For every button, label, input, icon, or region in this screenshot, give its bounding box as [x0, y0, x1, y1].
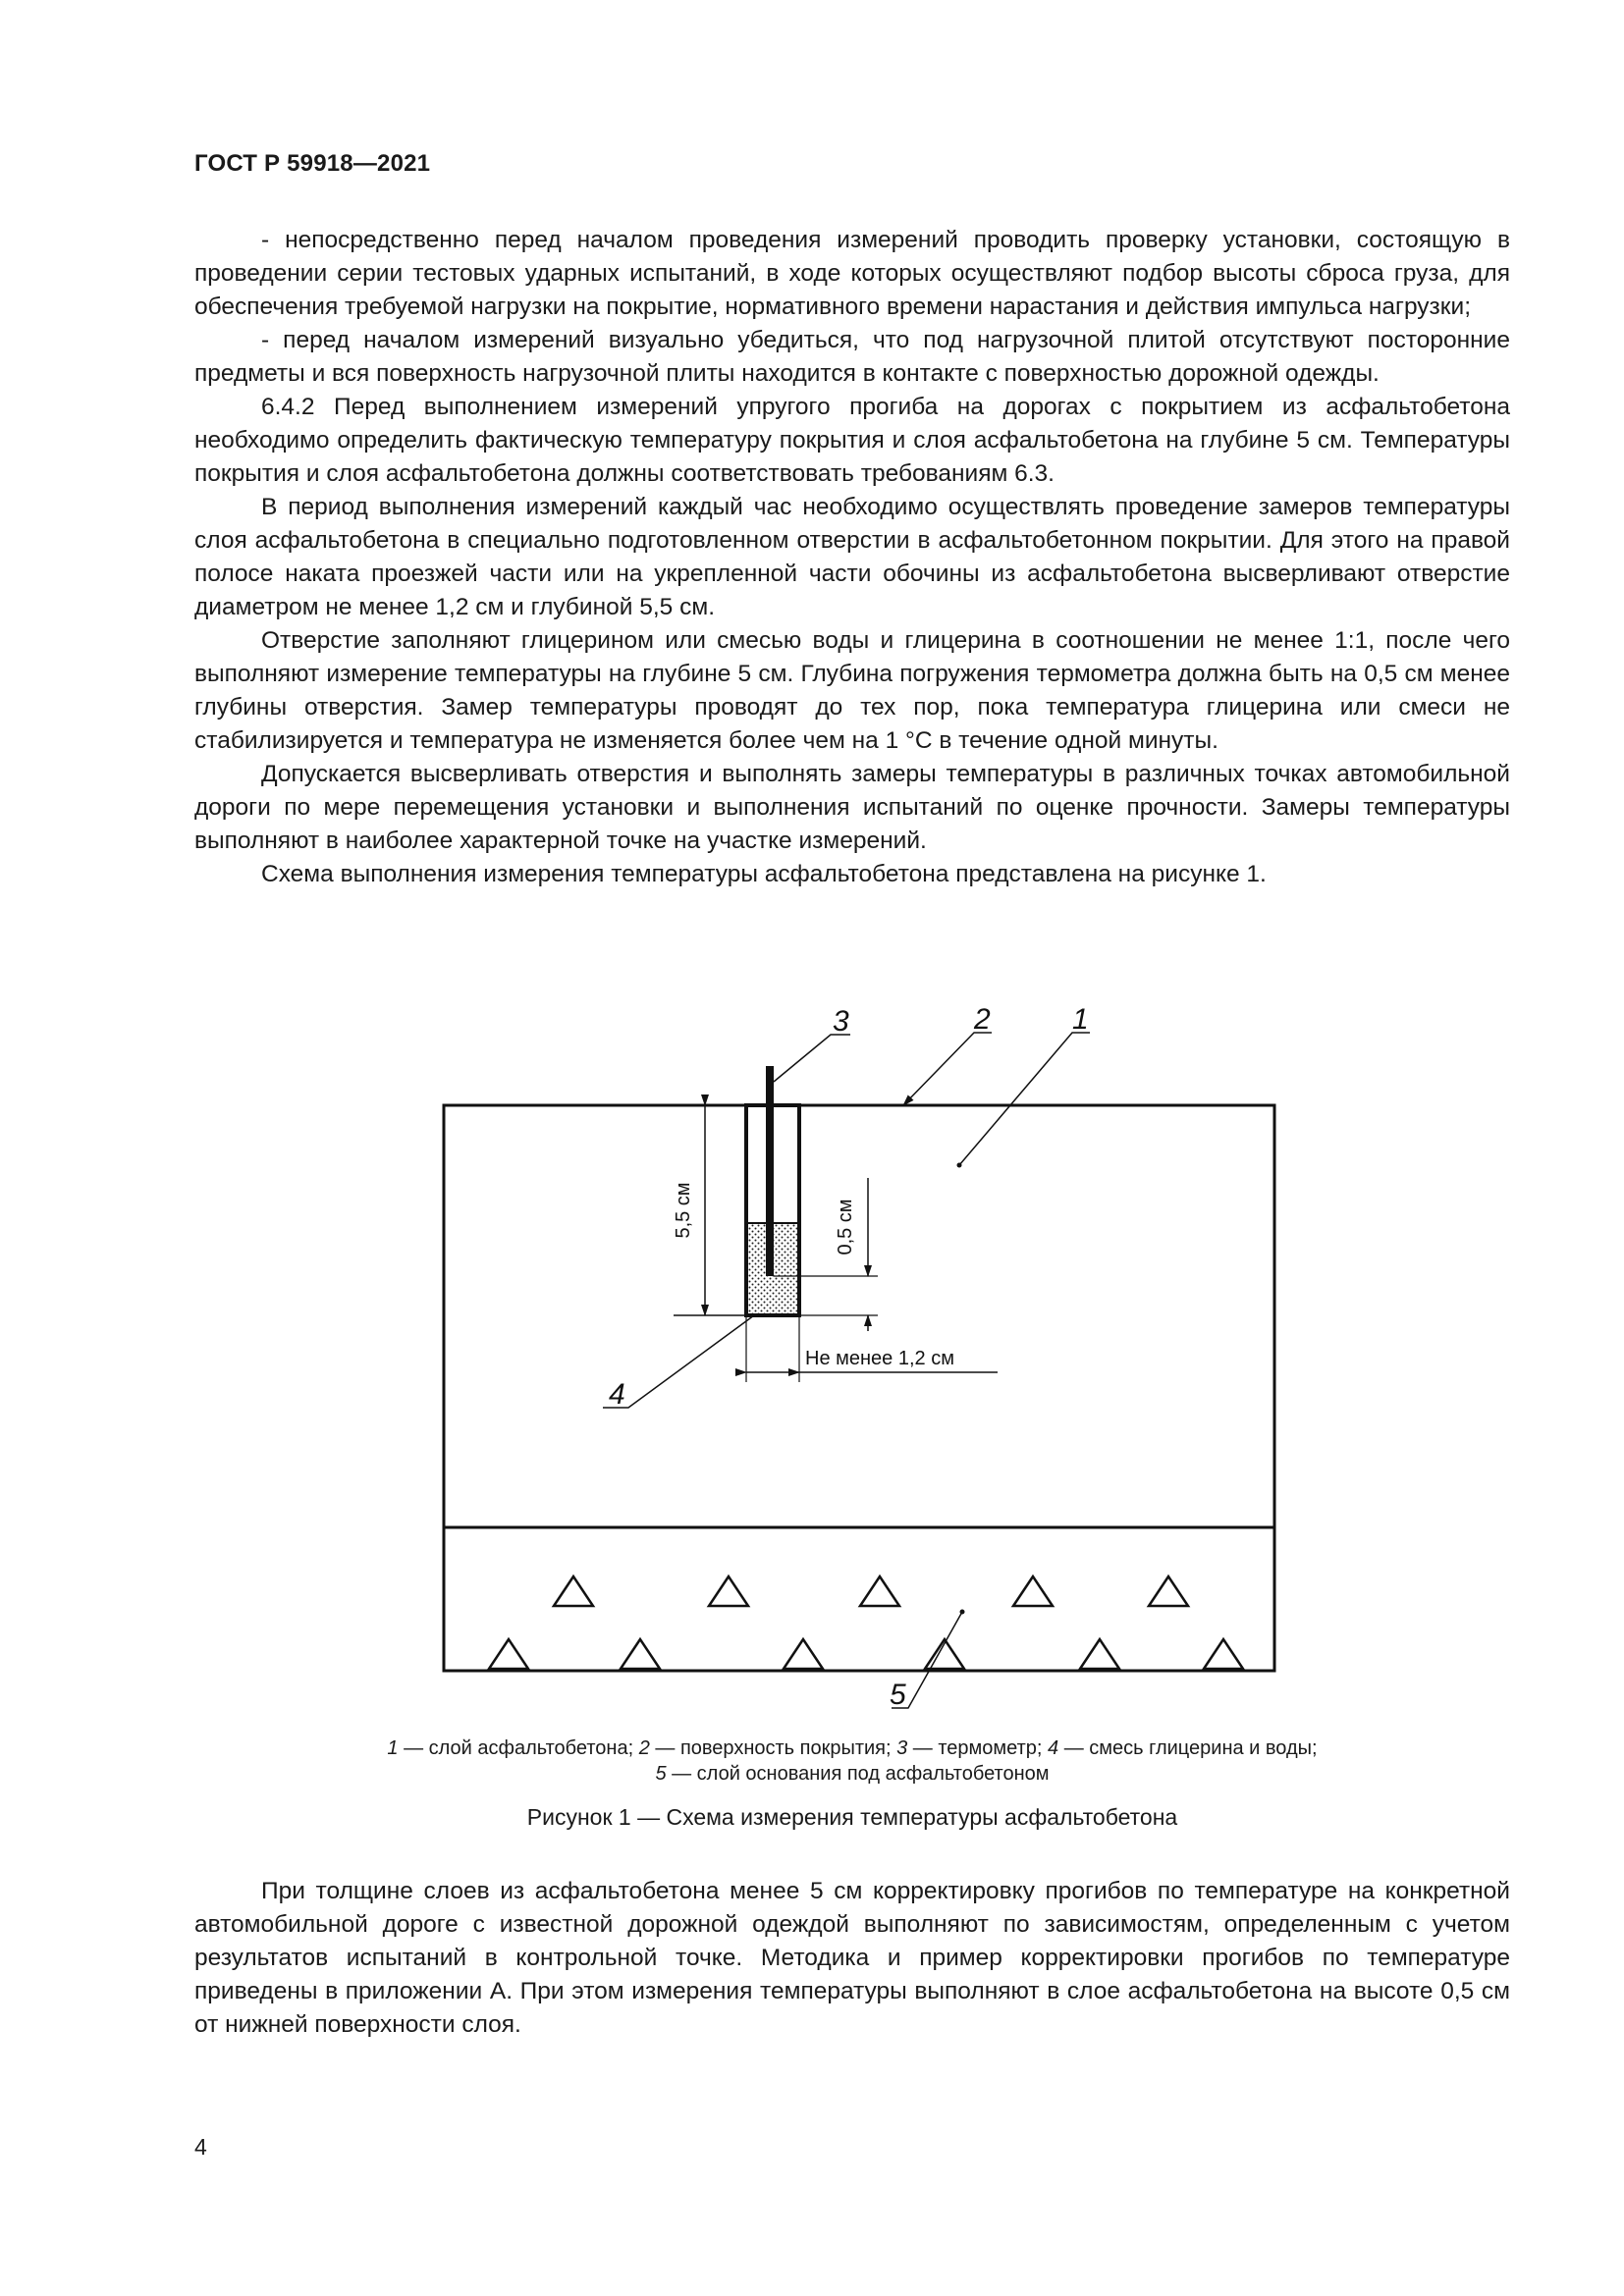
dim-depth-label: 5,5 см — [673, 1182, 694, 1239]
asphalt-layer — [444, 1105, 1274, 1527]
legend-item: 2 — поверхность покрытия; — [638, 1737, 892, 1759]
legend-line-2 — [194, 1761, 1510, 1787]
figure-1-diagram — [412, 991, 1296, 1737]
callout-leader-1 — [959, 1033, 1090, 1165]
paragraph: 6.4.2 Перед выполнением измерений упругого прогиба на дорогах с покрытием из асфальтобетона необходимо определить фактическую температуру покрытия и слоя асфальтобетона на глубине 5 см. Температуры покрытия и слоя асфальтобетона должны соответствовать требованиям 6.3. — [194, 394, 1510, 487]
dim-immersion-label: 0,5 см — [835, 1199, 856, 1255]
figure-title: Рисунок 1 — Схема измерения температуры асфальтобетона — [526, 1804, 1178, 1830]
base-layer — [444, 1527, 1274, 1671]
callout-leader-3 — [774, 1035, 850, 1082]
legend-item: 3 — термометр; — [896, 1737, 1043, 1759]
paragraph: Допускается высверливать отверстия и выполнять замеры температуры в различных точках автомобильной дороги по мере перемещения установки и выполнения испытаний по оценке прочности. Замеры температуры выполняют в наиболее характерной точке на участке измерений. — [194, 761, 1510, 854]
callout-4: 4 — [609, 1378, 625, 1411]
paragraph: В период выполнения измерений каждый час необходимо осуществлять проведение замеров температуры слоя асфальтобетона в специально подготовленном отверстии в асфальтобетонном покрытии. Для этого на правой полосе наката проезжей части или на укрепленной части обочины из асфальтобетона высверливают отверстие диаметром не менее 1,2 см и глубиной 5,5 см. — [194, 494, 1510, 620]
callout-1: 1 — [1072, 1003, 1089, 1036]
legend-line-1 — [194, 1735, 1510, 1761]
callout-3: 3 — [833, 1005, 849, 1038]
callout-2: 2 — [974, 1003, 991, 1036]
callout-5: 5 — [890, 1679, 906, 1711]
body-text-bottom — [194, 1875, 1510, 2042]
dim-diameter-label: Не менее 1,2 см — [805, 1348, 954, 1369]
document-header: ГОСТ Р 59918—2021 — [194, 150, 431, 177]
paragraph: - перед началом измерений визуально убедиться, что под нагрузочной плитой отсутствуют посторонние предметы и вся поверхность нагрузочной плиты находится в контакте с поверхностью дорожной одежды. — [194, 327, 1510, 387]
legend-item: 5 — слой основания под асфальтобетоном — [655, 1763, 1050, 1785]
paragraph: Схема выполнения измерения температуры асфальтобетона представлена на рисунке 1. — [261, 861, 1267, 887]
paragraph: При толщине слоев из асфальтобетона менее 5 см корректировку прогибов по температуре на конкретной автомобильной дороге с известной дорожной одеждой выполняют по зависимостям, определенным с учетом результатов испытаний в контрольной точке. Методика и пример корректировки прогибов по температуре приведены в приложении А. При этом измерения температуры выполняют в слое асфальтобетона на высоте 0,5 см от нижней поверхности слоя. — [194, 1878, 1510, 2038]
paragraph: Отверстие заполняют глицерином или смесью воды и глицерина в соотношении не менее 1:1, после чего выполняют измерение температуры на глубине 5 см. Глубина погружения термометра должна быть на 0,5 см менее глубины отверстия. Замер температуры проводят до тех пор, пока температура глицерина или смеси не стабилизируется и температура не изменяется более чем на 1 °С в течение одной минуты. — [194, 627, 1510, 754]
callout-leader-2 — [903, 1033, 992, 1105]
body-text-top — [194, 224, 1510, 891]
callout-leader-4 — [603, 1315, 754, 1408]
thermometer — [766, 1066, 774, 1276]
base-aggregate-symbols — [489, 1576, 1243, 1669]
figure-legend — [194, 1735, 1510, 1787]
legend-item: 4 — смесь глицерина и воды; — [1048, 1737, 1318, 1759]
legend-item: 1 — слой асфальтобетона; — [387, 1737, 634, 1759]
page-number: 4 — [194, 2134, 207, 2160]
paragraph: - непосредственно перед началом проведения измерений проводить проверку установки, состоящую в проведении серии тестовых ударных испытаний, в ходе которых осуществляют подбор высоты сброса груза, для обеспечения требуемой нагрузки на покрытие, нормативного времени нарастания и действия импульса нагрузки; — [194, 227, 1510, 320]
